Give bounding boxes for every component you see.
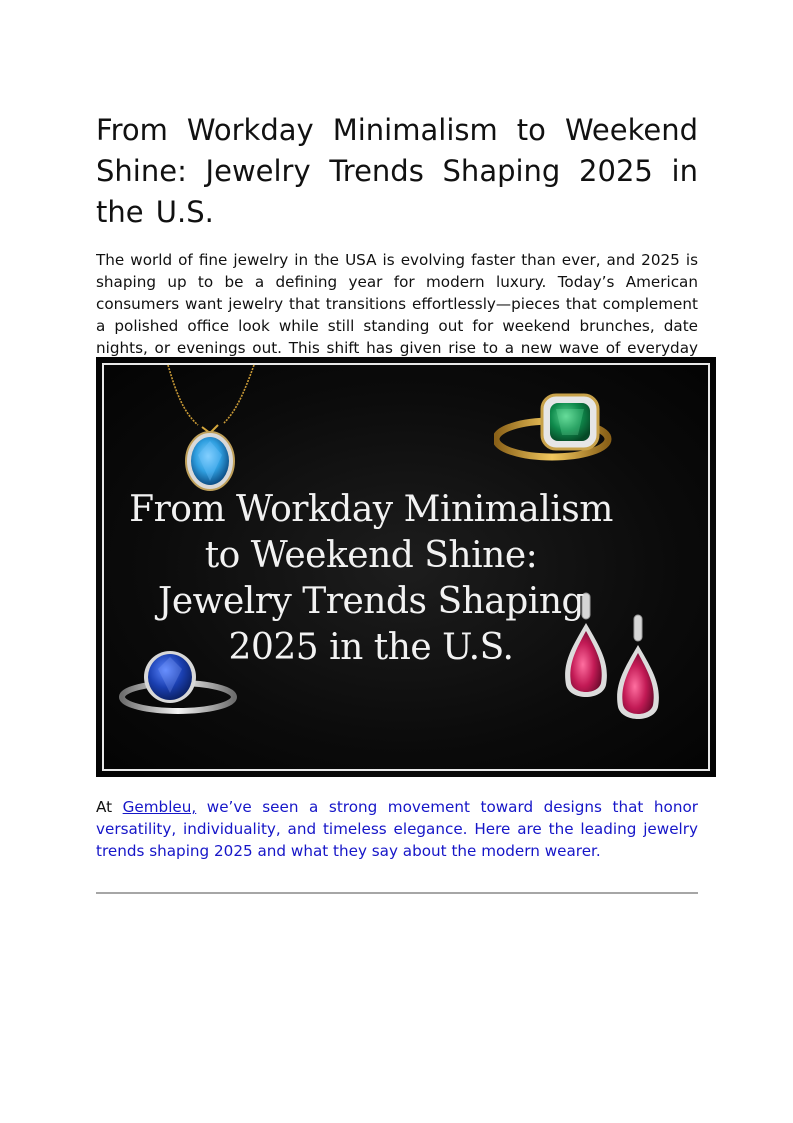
banner-line-3: Jewelry Trends Shaping xyxy=(157,581,585,622)
article-title: From Workday Minimalism to Weekend Shine: Jewelry Trends Shaping 2025 in the U.S. xyxy=(96,113,698,229)
section-divider xyxy=(96,892,698,894)
banner-headline xyxy=(126,487,616,671)
outro-text: we’ve seen a strong movement toward designs that honor versatility, individuality, and timeless elegance. Here are the leading jewelry trends shaping 2025 and what they say about the modern wearer. xyxy=(96,798,698,860)
intro-paragraph: The world of fine jewelry in the USA is evolving faster than ever, and 2025 is shaping up to be a defining year for modern luxury. Today’s American consumers want jewelry that transitions effortlessly—pieces that complement a polished office look while still standing out for weekend brunches, date nights, or evenings out. This shift has given rise to a new wave of everyday xyxy=(96,251,698,357)
gembleu-link[interactable]: Gembleu, xyxy=(122,798,197,816)
banner-line-2: to Weekend Shine: xyxy=(204,535,538,576)
emerald-halo-ring-icon xyxy=(494,387,620,473)
blue-topaz-pendant-icon xyxy=(146,363,276,493)
banner-line-4: 2025 in the U.S. xyxy=(228,627,514,668)
outro-lead: At xyxy=(96,798,123,816)
banner-line-1: From Workday Minimalism xyxy=(129,489,613,530)
outro-paragraph xyxy=(96,796,698,862)
article-banner-image xyxy=(96,357,716,777)
